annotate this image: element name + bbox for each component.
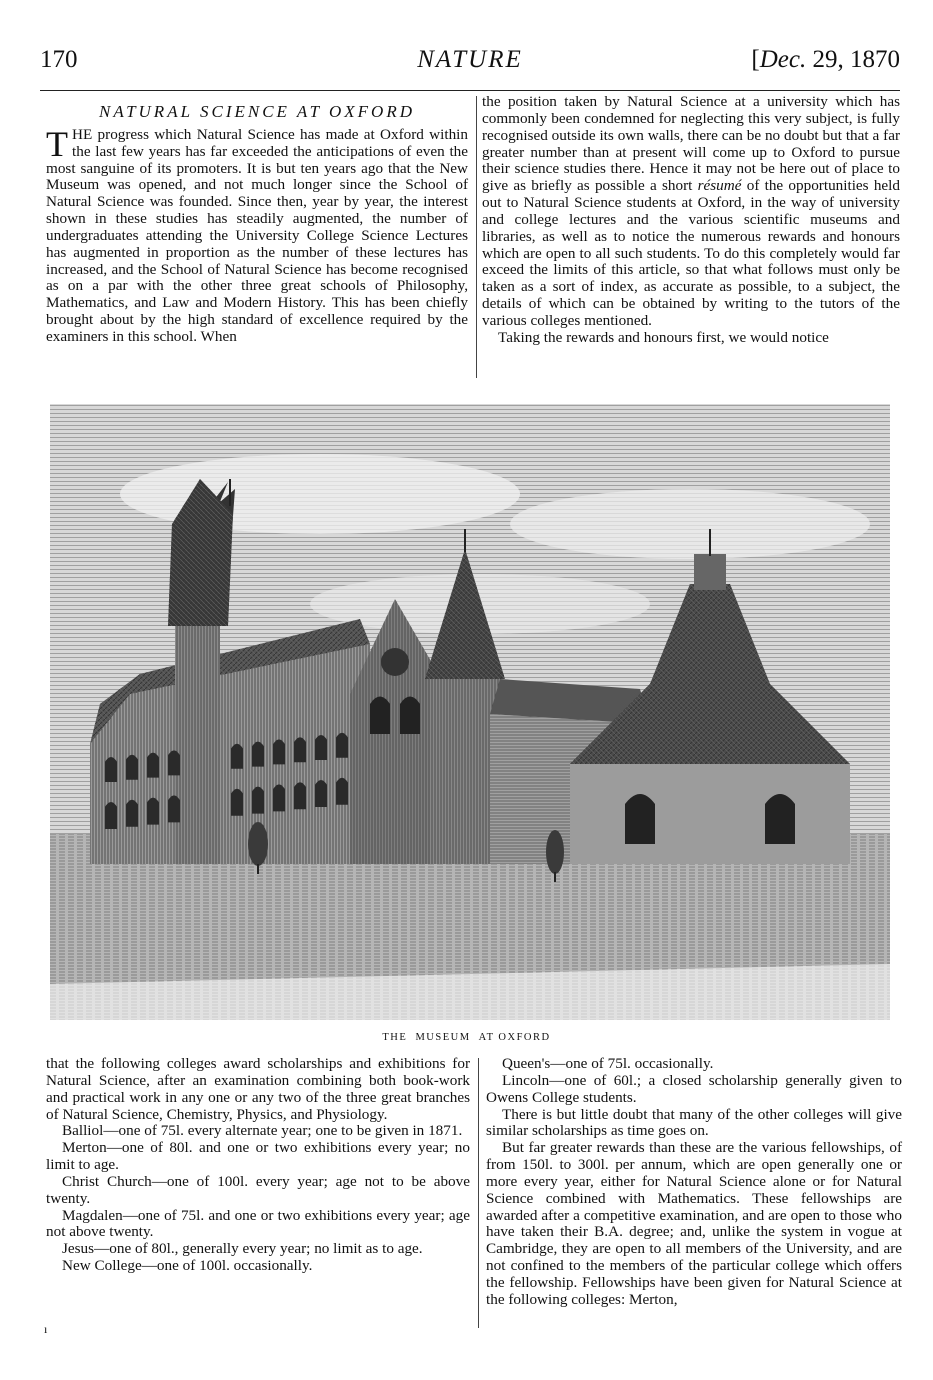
wing-window — [315, 735, 327, 760]
scholarship-intro: that the following colleges award scholarships and exhibitions for Natural Science, after an examination combining both book-work and practical work in any one or any two of the three great branches of Natural Science, Chemistry, Physics, and Physiology. — [46, 1055, 470, 1123]
para-text-a: the position taken by Natural Science at a university which has commonly been condemned for neglecting this very subject, is fully recognised outside its own walls, there can be no doubt but that a far greater number than at present will come up to Oxford to pursue their science studies there. Hence it may not be here out of place to give as briefly as possible a short — [482, 93, 900, 195]
column-separator-bottom — [478, 1058, 479, 1328]
caption-word-2: MUSEUM — [415, 1032, 471, 1043]
column-1-top — [46, 104, 468, 346]
college-entry-lincoln: Lincoln—one of 60l.; a closed scholarship generally given to Owens College students. — [486, 1071, 902, 1106]
drop-cap: T — [46, 123, 68, 164]
college-entry-magdalen: Magdalen—one of 75l. and one or two exhibitions every year; age not above twenty. — [46, 1206, 470, 1241]
college-entry-merton: Merton—one of 80l. and one or two exhibitions every year; no limit to age. — [46, 1139, 470, 1174]
column-2-bottom — [486, 1056, 902, 1309]
wing-window — [105, 802, 117, 829]
column-1-bottom — [46, 1056, 470, 1275]
college-entry-jesus: Jesus—one of 80l., generally every year; no limit as to age. — [62, 1240, 423, 1258]
running-header — [40, 40, 900, 80]
college-entry-queens: Queen's—one of 75l. occasionally. — [502, 1055, 714, 1072]
wing-window — [168, 750, 180, 775]
paragraph-rewards: Taking the rewards and honours first, we would notice — [498, 328, 829, 346]
wing-window — [147, 798, 159, 825]
rose-window — [381, 648, 409, 676]
header-rule — [40, 90, 900, 91]
tree-right — [546, 830, 564, 874]
caption-word-3: AT OXFORD — [478, 1032, 551, 1043]
paragraph-position — [482, 94, 900, 330]
wing-window — [315, 780, 327, 807]
laboratory-lantern — [694, 554, 726, 590]
intro-text: HE progress which Natural Science has made at Oxford within the last few years has far exceeded the anticipations of even the most sanguine of its promoters. It is but ten years ago that the New Museum was opened, and not much longer since the School of Natural Science was founded. Since then, year by year, the interest shown in these studies has steadily augmented, the number of undergraduates attending the University College Science Lectures has augmented in proportion as the number of these lectures has increased, and the School of Natural Science has become recognised as on a par with the other three great schools of Philosophy, Mathematics, and Law and Modern History. This has been chiefly brought about by the high standard of excellence required by the examiners in this school. When — [46, 125, 468, 345]
wing-window — [336, 778, 348, 805]
paragraph-other-colleges: There is but little doubt that many of the other colleges will give similar scholarships as time goes on. — [486, 1105, 902, 1140]
foot-mark: ı — [44, 1322, 48, 1336]
museum-engraving — [50, 404, 890, 1020]
college-entry-christ-church: Christ Church—one of 100l. every year; age not to be above twenty. — [46, 1172, 470, 1207]
date-bracket: [ — [751, 46, 760, 73]
date-month: Dec. — [759, 46, 807, 73]
college-entry-new-college: New College—one of 100l. occasionally. — [62, 1257, 313, 1275]
tree-left — [248, 822, 268, 866]
wing-window — [126, 800, 138, 827]
engraving-svg — [50, 404, 890, 1020]
wing-window — [147, 753, 159, 778]
date-rest: 29, 1870 — [806, 46, 900, 73]
caption-word-1: THE — [382, 1032, 408, 1043]
main-tower-hatching — [175, 619, 220, 864]
wing-window — [273, 739, 285, 764]
wing-window — [105, 757, 117, 782]
porch-tower-hatching — [430, 674, 500, 864]
para-text-b: of the opportunities held out to Natural Science students at Oxford, in the way of university and college lectures and the various scientific museums and libraries, as well as to notice the numerous rewards and honours which are open to all such students. To do this completely would far exceed the limits of this article, so that what follows must only be taken as a sort of index, as accurate as possible, to a subject, the details of which can be obtained by writing to the tutors of the various colleges mentioned. — [482, 177, 900, 329]
college-entry-balliol: Balliol—one of 75l. every alternate year; one to be given in 1871. — [62, 1122, 463, 1140]
wing-window — [336, 733, 348, 758]
wing-window — [168, 795, 180, 822]
intro-paragraph — [46, 123, 468, 346]
wing-window — [231, 744, 243, 769]
wing-window — [273, 784, 285, 811]
paragraph-fellowships: But far greater rewards than these are the various fellowships, of from 150l. to 300l. per annum, which are open generally one or more every year, either for Natural Science alone or for Natural Science combined with Mathematics. These fellowships are awarded after a competitive examination, and are open to those who have taken their B.A. degree; and, unlike the system in vogue at Cambridge, they are open to all members of the University, and are not confined to the members of the particular college which offers the fellowship. Fellowships have been given for Natural Science at the following colleges: Merton, — [486, 1139, 902, 1308]
wing-window — [252, 787, 264, 814]
cloud-2 — [510, 489, 870, 559]
figure-caption — [0, 1032, 933, 1043]
wing-window — [252, 742, 264, 767]
column-2-top — [482, 94, 900, 347]
issue-date — [751, 46, 900, 74]
article-title: NATURAL SCIENCE AT OXFORD — [98, 102, 415, 121]
wing-window — [294, 737, 306, 762]
wing-window — [294, 782, 306, 809]
journal-title: NATURE — [417, 46, 523, 73]
wing-window — [126, 755, 138, 780]
wing-window — [231, 789, 243, 816]
resume-word: résumé — [697, 177, 742, 195]
column-separator-top — [476, 96, 477, 378]
page-number: 170 — [40, 46, 78, 73]
